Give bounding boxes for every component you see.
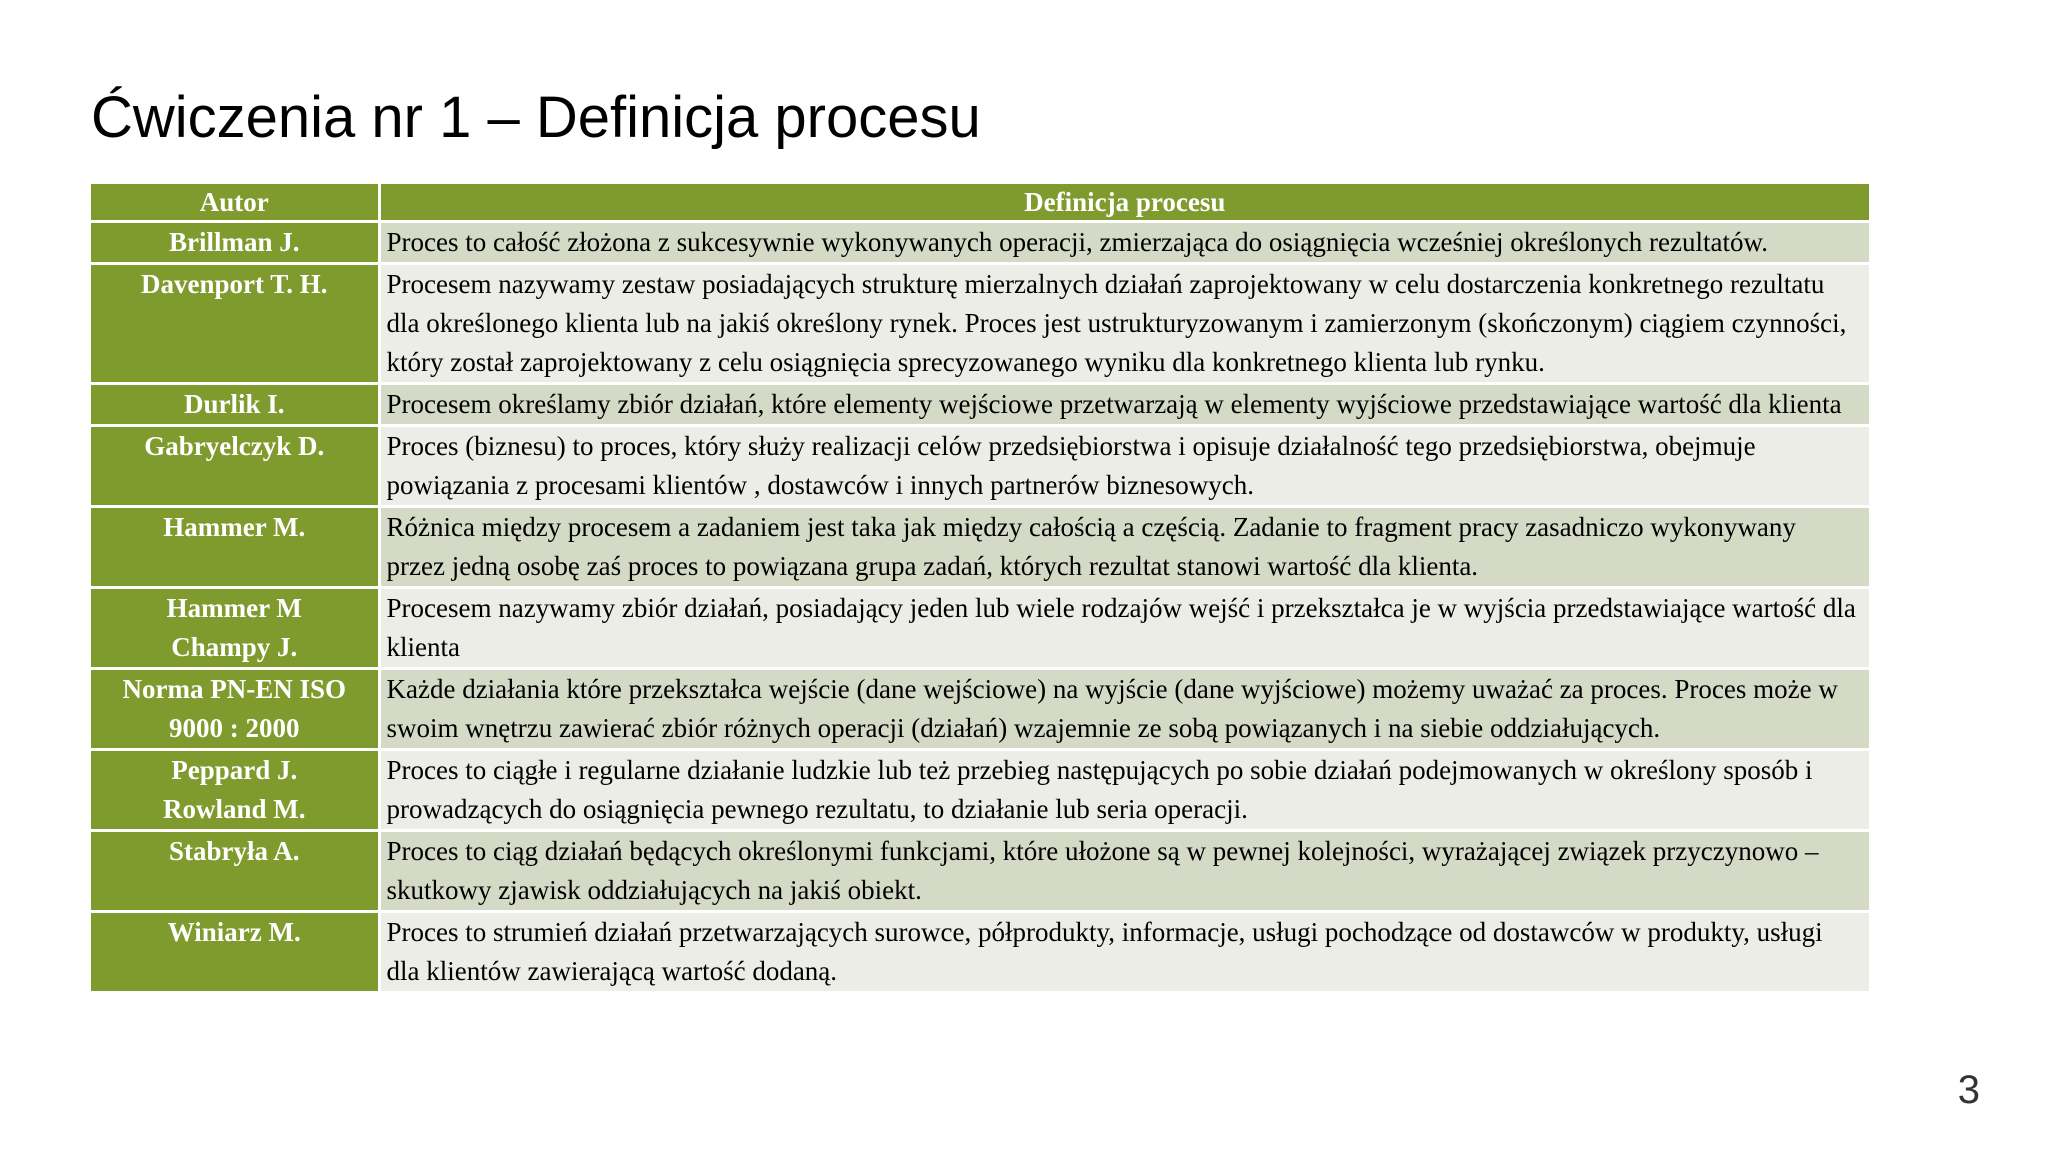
table-row xyxy=(91,831,1869,912)
author-name: Brillman J. xyxy=(168,227,300,257)
definitions-table xyxy=(91,184,1869,994)
table-row xyxy=(91,912,1869,993)
slide-title: Ćwiczenia nr 1 – Definicja procesu xyxy=(91,85,981,150)
definition-cell: Proces to strumień działań przetwarzających surowce, półprodukty, informacje, usługi pochodzące od dostawców w produkty, usługi dla klientów zawierającą wartość dodaną. xyxy=(379,912,1869,993)
author-cell xyxy=(91,912,379,993)
page-number: 3 xyxy=(1957,1068,1980,1112)
author-cell xyxy=(91,750,379,831)
header-definition: Definicja procesu xyxy=(379,184,1869,222)
author-cell xyxy=(91,831,379,912)
author-name: Champy J. xyxy=(171,632,298,662)
author-name: Winiarz M. xyxy=(167,917,301,947)
definition-cell: Proces (biznesu) to proces, który służy realizacji celów przedsiębiorstwa i opisuje działalność tego przedsiębiorstwa, obejmuje powiązania z procesami klientów , dostawców i innych partnerów biznesowych. xyxy=(379,426,1869,507)
author-cell xyxy=(91,264,379,384)
author-cell xyxy=(91,222,379,264)
definition-cell: Różnica między procesem a zadaniem jest taka jak między całością a częścią. Zadanie to fragment pracy zasadniczo wykonywany przez jedną osobę zaś proces to powiązana grupa zadań, których rezultat stanowi wartość dla klienta. xyxy=(379,507,1869,588)
definition-cell: Każde działania które przekształca wejście (dane wejściowe) na wyjście (dane wyjściowe) możemy uważać za proces. Proces może w swoim wnętrzu zawierać zbiór różnych operacji (działań) wzajemnie ze sobą powiązanych i na siebie oddziałujących. xyxy=(379,669,1869,750)
table-row xyxy=(91,222,1869,264)
table-row xyxy=(91,426,1869,507)
author-cell xyxy=(91,588,379,669)
author-name: Davenport T. H. xyxy=(140,269,328,299)
author-name: Hammer M xyxy=(166,593,302,623)
author-name: Gabryelczyk D. xyxy=(144,431,325,461)
definition-cell: Procesem nazywamy zbiór działań, posiadający jeden lub wiele rodzajów wejść i przekształca je w wyjścia przedstawiające wartość dla klienta xyxy=(379,588,1869,669)
author-cell xyxy=(91,384,379,426)
author-name: Rowland M. xyxy=(162,794,306,824)
table-header-row xyxy=(91,184,1869,222)
definition-cell: Proces to ciągłe i regularne działanie ludzkie lub też przebieg następujących po sobie działań podejmowanych w określony sposób i prowadzących do osiągnięcia pewnego rezultatu, to działanie lub seria operacji. xyxy=(379,750,1869,831)
author-cell xyxy=(91,507,379,588)
author-name: Peppard J. xyxy=(171,755,298,785)
author-cell xyxy=(91,669,379,750)
author-name: Stabryła A. xyxy=(168,836,300,866)
author-name: Hammer M. xyxy=(163,512,306,542)
table-row xyxy=(91,588,1869,669)
table-row xyxy=(91,669,1869,750)
author-name: Durlik I. xyxy=(183,389,285,419)
definition-cell: Proces to całość złożona z sukcesywnie wykonywanych operacji, zmierzająca do osiągnięcia wcześniej określonych rezultatów. xyxy=(379,222,1869,264)
definition-cell: Procesem określamy zbiór działań, które elementy wejściowe przetwarzają w elementy wyjściowe przedstawiające wartość dla klienta xyxy=(379,384,1869,426)
header-author: Autor xyxy=(91,184,379,222)
author-cell xyxy=(91,426,379,507)
author-name: 9000 : 2000 xyxy=(169,713,300,743)
author-name: Norma PN-EN ISO xyxy=(122,674,346,704)
definition-cell: Proces to ciąg działań będących określonymi funkcjami, które ułożone są w pewnej kolejności, wyrażającej związek przyczynowo – skutkowy zjawisk oddziałujących na jakiś obiekt. xyxy=(379,831,1869,912)
table-row xyxy=(91,384,1869,426)
definition-cell: Procesem nazywamy zestaw posiadających strukturę mierzalnych działań zaprojektowany w celu dostarczenia konkretnego rezultatu dla określonego klienta lub na jakiś określony rynek. Proces jest ustrukturyzowanym i zamierzonym (skończonym) ciągiem czynności, który został zaprojektowany z celu osiągnięcia sprecyzowanego wyniku dla konkretnego klienta lub rynku. xyxy=(379,264,1869,384)
table-row xyxy=(91,264,1869,384)
table-row xyxy=(91,750,1869,831)
table-row xyxy=(91,507,1869,588)
